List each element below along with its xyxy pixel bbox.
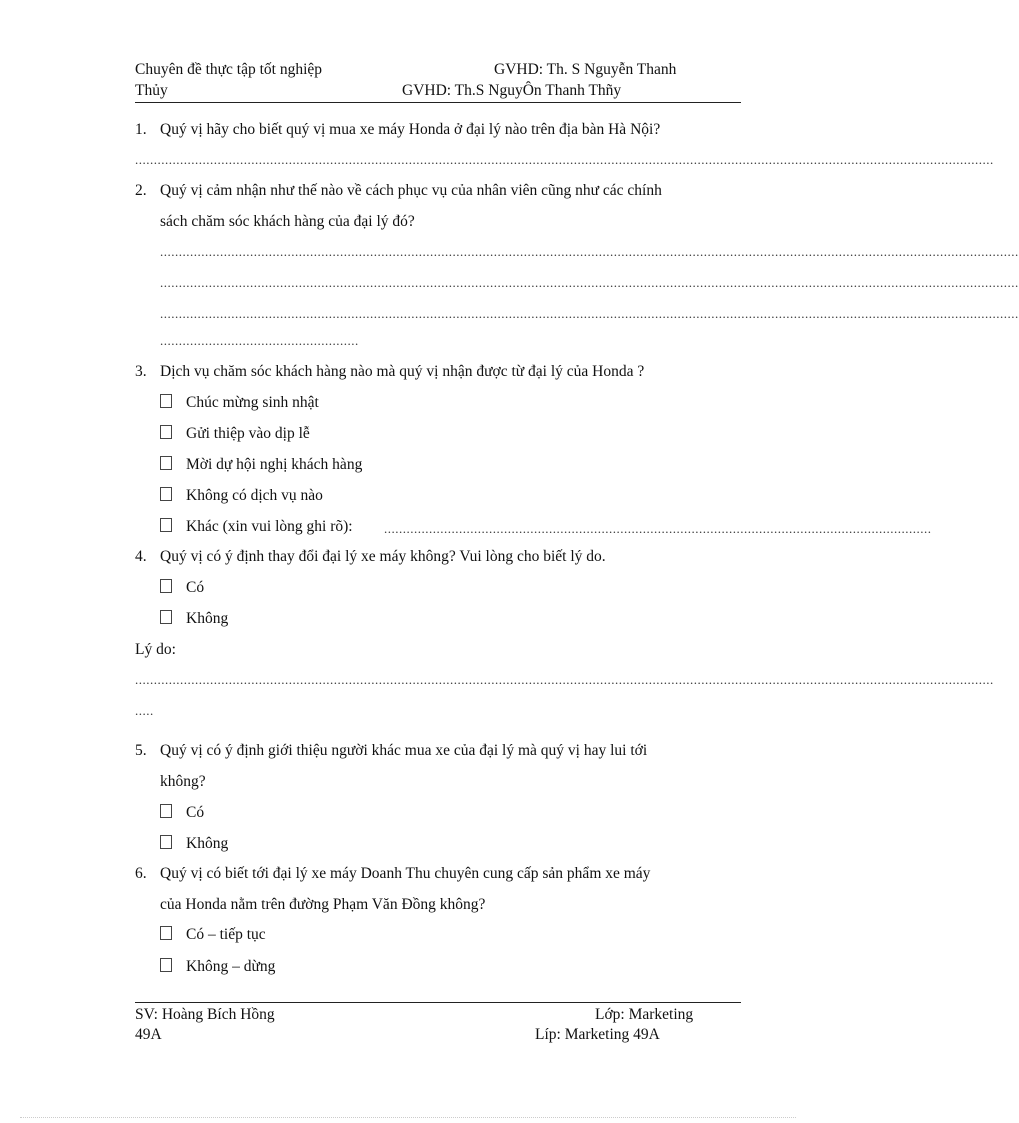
footer-class: Lớp: Marketing [595, 1006, 694, 1023]
header-rule [135, 102, 741, 103]
q4-option-no[interactable]: Không [160, 610, 228, 628]
checkbox-icon[interactable] [160, 610, 172, 624]
q6-text-line1: Quý vị có biết tới đại lý xe máy Doanh Thu chuyên cung cấp sản phẩm xe máy [160, 865, 651, 882]
q1-text: Quý vị hãy cho biết quý vị mua xe máy Honda ở đại lý nào trên địa bàn Hà Nội? [160, 121, 661, 138]
q3-text: Dịch vụ chăm sóc khách hàng nào mà quý vị nhận được từ đại lý của Honda ? [160, 363, 645, 380]
checkbox-icon[interactable] [160, 579, 172, 593]
q2-answer-line[interactable]: ..................................................................................................................................................................................................................................... [160, 306, 1019, 321]
checkbox-icon[interactable] [160, 518, 172, 532]
q2-text-line1: Quý vị cảm nhận như thế nào về cách phục vụ của nhân viên cũng như các chính [160, 182, 662, 199]
header-advisor-continued: Thủy [135, 82, 168, 99]
header-advisor: GVHD: Th. S Nguyễn Thanh [494, 61, 677, 78]
q3-other-answer-line[interactable]: .................................................................................................................................................. [384, 521, 932, 536]
q5-text-line1: Quý vị có ý định giới thiệu người khác mua xe của đại lý mà quý vị hay lui tới [160, 742, 648, 759]
q3-option-other[interactable]: Khác (xin vui lòng ghi rõ): [160, 518, 353, 536]
q3-number: 3. [135, 363, 147, 380]
q2-text-line2: sách chăm sóc khách hàng của đại lý đó? [160, 213, 415, 230]
q6-option-yes[interactable]: Có – tiếp tục [160, 926, 266, 944]
q1-number: 1. [135, 121, 147, 138]
checkbox-icon[interactable] [160, 394, 172, 408]
page-bottom-edge [20, 1117, 796, 1118]
checkbox-icon[interactable] [160, 487, 172, 501]
q4-reason-line[interactable]: ..... [135, 703, 154, 718]
q2-number: 2. [135, 182, 147, 199]
footer-rule [135, 1002, 741, 1003]
q4-reason-label: Lý do: [135, 641, 176, 658]
q2-answer-line[interactable]: ..................................................................................................................................................................................................................................... [160, 275, 1019, 290]
q5-number: 5. [135, 742, 147, 759]
q3-option[interactable]: Chúc mừng sinh nhật [160, 394, 319, 412]
q6-number: 6. [135, 865, 147, 882]
header-title: Chuyên đề thực tập tốt nghiệp [135, 61, 323, 78]
q4-option-yes[interactable]: Có [160, 579, 204, 597]
q4-reason-line[interactable]: ..................................................................................................................................................................................................................................... [135, 672, 994, 687]
checkbox-icon[interactable] [160, 456, 172, 470]
checkbox-icon[interactable] [160, 804, 172, 818]
q3-option[interactable]: Mời dự hội nghị khách hàng [160, 456, 362, 474]
q3-option[interactable]: Gửi thiệp vào dịp lễ [160, 425, 310, 443]
checkbox-icon[interactable] [160, 425, 172, 439]
header-advisor-legacy: GVHD: Th.S NguyÔn Thanh Thñy [402, 82, 622, 99]
checkbox-icon[interactable] [160, 958, 172, 972]
checkbox-icon[interactable] [160, 926, 172, 940]
q1-answer-line[interactable]: ..................................................................................................................................................................................................................................... [135, 152, 994, 167]
checkbox-icon[interactable] [160, 835, 172, 849]
q2-answer-line[interactable]: ..................................................................................................................................................................................................................................... [160, 244, 1019, 259]
footer-student: SV: Hoàng Bích Hồng [135, 1006, 275, 1023]
q6-option-no[interactable]: Không – dừng [160, 958, 275, 976]
footer-class-legacy: Líp: Marketing 49A [535, 1026, 660, 1043]
q4-text: Quý vị có ý định thay đổi đại lý xe máy không? Vui lòng cho biết lý do. [160, 548, 606, 565]
q2-answer-line[interactable]: ..................................................... [160, 333, 359, 348]
q5-option-yes[interactable]: Có [160, 804, 204, 822]
q5-text-line2: không? [160, 773, 206, 790]
q3-option[interactable]: Không có dịch vụ nào [160, 487, 323, 505]
q4-number: 4. [135, 548, 147, 565]
q6-text-line2: của Honda nằm trên đường Phạm Văn Đồng không? [160, 896, 486, 913]
q5-option-no[interactable]: Không [160, 835, 228, 853]
footer-class-continued: 49A [135, 1026, 162, 1043]
